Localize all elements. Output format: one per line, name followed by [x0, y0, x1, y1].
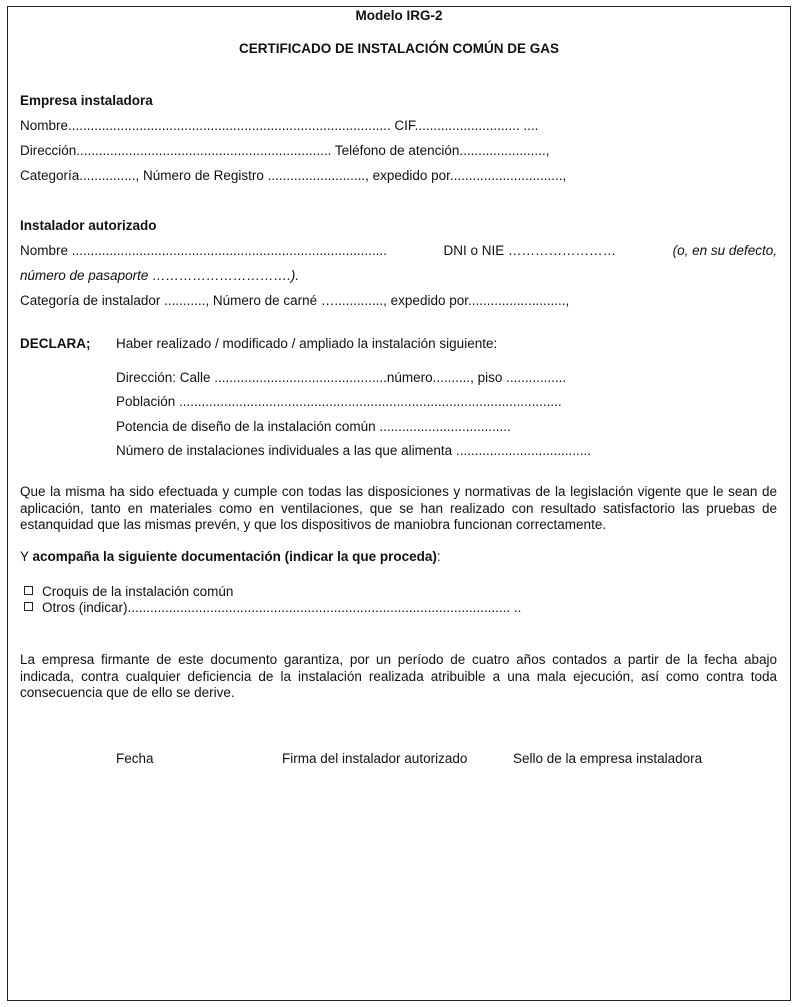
declara-label: DECLARA;	[20, 336, 91, 351]
empresa-heading: Empresa instaladora	[20, 93, 153, 108]
checkbox-otros[interactable]	[24, 602, 33, 611]
option-otros-label: Otros (indicar)...................................................................................................... ..	[42, 600, 522, 615]
instalador-defecto: (o, en su defecto,	[672, 243, 777, 258]
documentation-heading-text: acompaña la siguiente documentación (indicar la que proceda)	[32, 549, 437, 564]
documentation-prefix: Y	[20, 549, 33, 564]
option-croquis[interactable]	[24, 584, 233, 600]
model-label: Modelo IRG-2	[355, 8, 443, 23]
empresa-nombre-cif: Nombre...................................................................................... CIF............................ ....	[20, 118, 539, 133]
option-otros[interactable]	[24, 600, 521, 616]
documentation-suffix: :	[436, 549, 441, 564]
declara-text: Haber realizado / modificado / ampliado la instalación siguiente:	[116, 336, 498, 351]
declara-direccion: Dirección: Calle ..............................................número.........., piso ................	[116, 370, 567, 385]
checkbox-croquis[interactable]	[24, 586, 33, 595]
empresa-categoria-registro: Categoría..............., Número de Registro .........................., expedido por..............................,	[20, 168, 567, 183]
instalador-nombre-row	[20, 243, 777, 259]
signature-date: Fecha	[116, 751, 154, 766]
declara-poblacion: Población ......................................................................................................	[116, 394, 562, 409]
compliance-paragraph: Que la misma ha sido efectuada y cumple con todas las disposiciones y normativas de la legislación vigente que le sean de aplicación, tanto en materiales como en ventilaciones, que se han realizado con resultado satisfactorio las pruebas de estanquidad que las mismas prevén, y que los dispositivos de maniobra funcionan correctamente.	[20, 484, 777, 532]
instalador-pasaporte: número de pasaporte ………………………….).	[20, 268, 300, 283]
signature-installer: Firma del instalador autorizado	[282, 751, 468, 766]
declara-instalaciones: Número de instalaciones individuales a las que alimenta ....................................	[116, 443, 591, 458]
instalador-dni: DNI o NIE ……………………	[443, 243, 616, 258]
instalador-nombre: Nombre ....................................................................................	[20, 243, 387, 258]
declara-potencia: Potencia de diseño de la instalación común ...................................	[116, 419, 511, 434]
form-title: CERTIFICADO DE INSTALACIÓN COMÚN DE GAS	[239, 41, 559, 56]
instalador-categoria: Categoría de instalador ..........., Número de carné …............., expedido por..........................,	[20, 293, 570, 308]
empresa-direccion-telefono: Dirección.................................................................... Teléfono de atención.......................,	[20, 143, 550, 158]
instalador-heading: Instalador autorizado	[20, 218, 157, 233]
signature-stamp: Sello de la empresa instaladora	[513, 751, 703, 766]
option-croquis-label: Croquis de la instalación común	[42, 584, 234, 599]
documentation-heading	[20, 549, 441, 565]
guarantee-paragraph: La empresa firmante de este documento garantiza, por un período de cuatro años contados a partir de la fecha abajo indicada, contra cualquier deficiencia de la instalación realizada atribuible a una mala ejecución, así como contra toda consecuencia que de ello se derive.	[20, 652, 777, 700]
